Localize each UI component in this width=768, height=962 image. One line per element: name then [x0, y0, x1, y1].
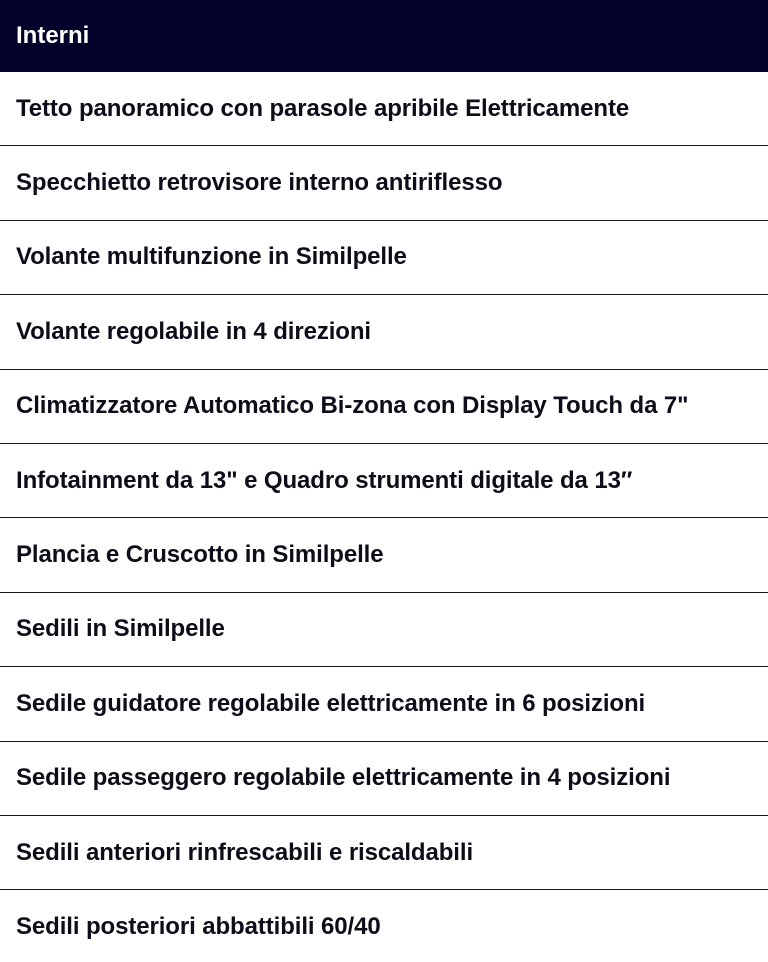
feature-list [0, 72, 768, 962]
feature-item-sedili-anteriori: Sedili anteriori rinfrescabili e riscaldabili [0, 816, 768, 890]
feature-item-volante-regolabile: Volante regolabile in 4 direzioni [0, 295, 768, 369]
feature-item-sedili-posteriori: Sedili posteriori abbattibili 60/40 [16, 913, 381, 941]
feature-item-tetto-panoramico: Tetto panoramico con parasole apribile Elettricamente [0, 72, 768, 146]
section-header [0, 0, 768, 72]
feature-item-specchietto: Specchietto retrovisore interno antiriflesso [0, 146, 768, 220]
feature-item-plancia: Plancia e Cruscotto in Similpelle [0, 518, 768, 592]
feature-item-sedili-similpelle: Sedili in Similpelle [0, 593, 768, 667]
feature-item-climatizzatore: Climatizzatore Automatico Bi-zona con Display Touch da 7" [0, 370, 768, 444]
section-title: Interni [16, 22, 90, 49]
feature-item-sedile-guidatore: Sedile guidatore regolabile elettricamente in 6 posizioni [0, 667, 768, 741]
feature-item-volante-multifunzione: Volante multifunzione in Similpelle [0, 221, 768, 295]
feature-item-sedile-passeggero: Sedile passeggero regolabile elettricamente in 4 posizioni [0, 742, 768, 816]
feature-item-infotainment: Infotainment da 13" e Quadro strumenti digitale da 13″ [0, 444, 768, 518]
